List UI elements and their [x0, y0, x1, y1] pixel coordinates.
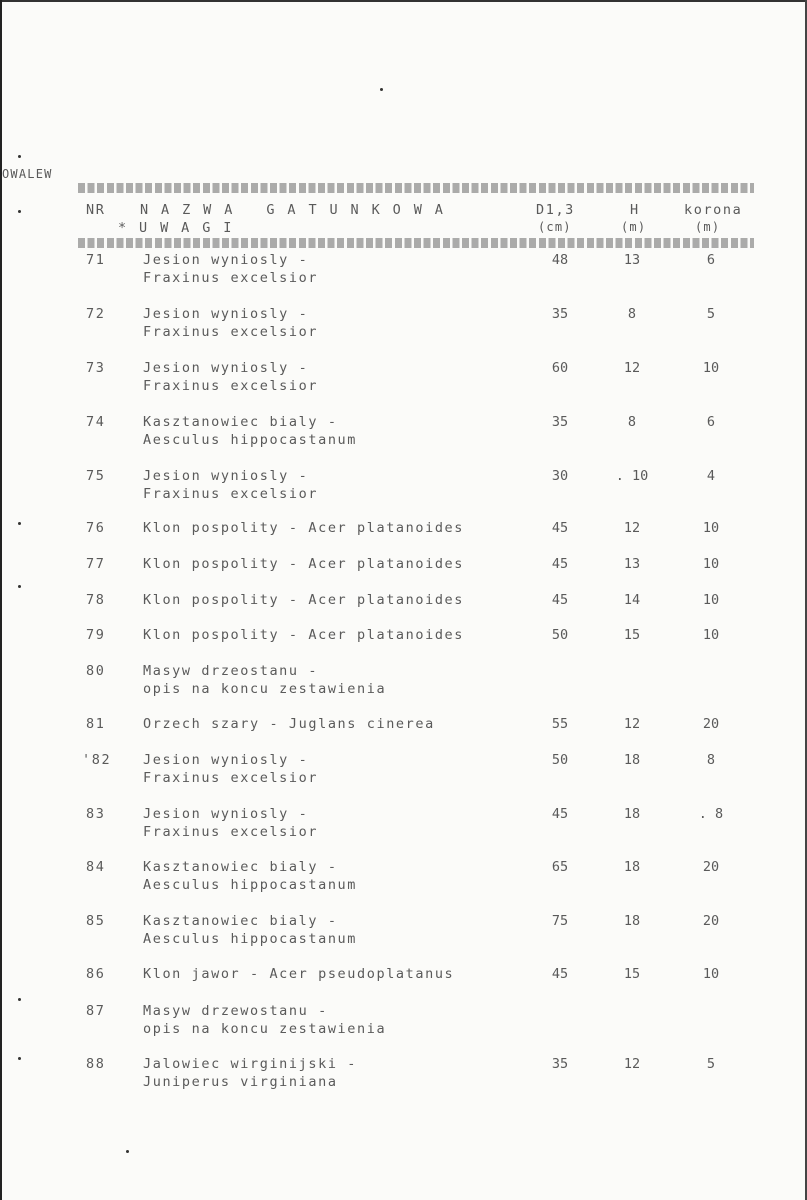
crown-value: 10: [702, 360, 720, 376]
row-number: '82: [82, 752, 112, 768]
species-latin: Fraxinus excelsior: [143, 486, 319, 502]
crown-value: 4: [706, 468, 716, 484]
table-row: [0, 414, 807, 460]
scan-speck: [126, 1150, 129, 1153]
height-value: 18: [623, 806, 641, 822]
header-fragment: OWALEW: [2, 167, 53, 181]
diameter-value: 35: [551, 306, 569, 322]
table-row: [0, 306, 807, 352]
species-name: Jalowiec wirginijski -: [143, 1056, 358, 1072]
species-remark: opis na koncu zestawienia: [143, 1021, 387, 1037]
table-row: [0, 663, 807, 709]
diameter-value: 50: [551, 627, 569, 643]
asterisk-rule-header: [78, 238, 754, 248]
table-row: [0, 360, 807, 406]
row-number: 78: [86, 592, 106, 608]
height-value: 13: [623, 556, 641, 572]
column-d13-unit: (cm): [538, 220, 572, 234]
height-value: 12: [623, 360, 641, 376]
height-value: 15: [623, 966, 641, 982]
height-value: 8: [627, 414, 637, 430]
diameter-value: 60: [551, 360, 569, 376]
species-remark: opis na koncu zestawienia: [143, 681, 387, 697]
diameter-value: 45: [551, 966, 569, 982]
column-crown: korona: [684, 202, 743, 218]
diameter-value: 65: [551, 859, 569, 875]
species-latin: Fraxinus excelsior: [143, 824, 319, 840]
height-value: 12: [623, 1056, 641, 1072]
diameter-value: 55: [551, 716, 569, 732]
diameter-value: 48: [551, 252, 569, 268]
species-latin: Fraxinus excelsior: [143, 378, 319, 394]
species-name: Jesion wyniosly -: [143, 360, 309, 376]
species-name: Jesion wyniosly -: [143, 752, 309, 768]
crown-value: 20: [702, 913, 720, 929]
crown-value: 5: [706, 306, 716, 322]
diameter-value: 45: [551, 592, 569, 608]
species-name: Kasztanowiec bialy -: [143, 913, 338, 929]
table-row: [0, 806, 807, 852]
table-row: [0, 468, 807, 514]
diameter-value: 75: [551, 913, 569, 929]
species-name: Klon pospolity - Acer platanoides: [143, 556, 465, 572]
species-name: Masyw drzeostanu -: [143, 663, 319, 679]
species-latin: Fraxinus excelsior: [143, 324, 319, 340]
table-row: [0, 913, 807, 959]
crown-value: 8: [706, 752, 716, 768]
column-remarks: * U W A G I: [118, 220, 234, 236]
row-number: 83: [86, 806, 106, 822]
height-value: 18: [623, 752, 641, 768]
species-name: Masyw drzewostanu -: [143, 1003, 328, 1019]
species-name: Kasztanowiec bialy -: [143, 414, 338, 430]
height-value: 15: [623, 627, 641, 643]
row-number: 87: [86, 1003, 106, 1019]
asterisk-rule-top: [78, 183, 754, 193]
species-latin: Aesculus hippocastanum: [143, 877, 358, 893]
species-name: Klon pospolity - Acer platanoides: [143, 592, 465, 608]
diameter-value: 35: [551, 1056, 569, 1072]
row-number: 71: [86, 252, 106, 268]
row-number: 77: [86, 556, 106, 572]
diameter-value: 30: [551, 468, 569, 484]
crown-value: 20: [702, 716, 720, 732]
crown-value: 6: [706, 252, 716, 268]
species-name: Klon pospolity - Acer platanoides: [143, 627, 465, 643]
height-value: 12: [623, 716, 641, 732]
row-number: 79: [86, 627, 106, 643]
column-d13: D1,3: [536, 202, 575, 218]
height-value: . 10: [615, 468, 649, 484]
column-h-unit: (m): [621, 220, 647, 234]
crown-value: 6: [706, 414, 716, 430]
species-name: Kasztanowiec bialy -: [143, 859, 338, 875]
height-value: 12: [623, 520, 641, 536]
row-number: 84: [86, 859, 106, 875]
height-value: 13: [623, 252, 641, 268]
table-row: [0, 859, 807, 905]
crown-value: 20: [702, 859, 720, 875]
species-name: Klon pospolity - Acer platanoides: [143, 520, 465, 536]
species-name: Jesion wyniosly -: [143, 252, 309, 268]
table-row: [0, 1056, 807, 1102]
species-latin: Juniperus virginiana: [143, 1074, 338, 1090]
table-row: [0, 252, 807, 298]
diameter-value: 45: [551, 806, 569, 822]
table-row: [0, 1003, 807, 1049]
diameter-value: 35: [551, 414, 569, 430]
row-number: 74: [86, 414, 106, 430]
height-value: 18: [623, 913, 641, 929]
diameter-value: 50: [551, 752, 569, 768]
crown-value: 10: [702, 966, 720, 982]
crown-value: 10: [702, 592, 720, 608]
species-name: Orzech szary - Juglans cinerea: [143, 716, 435, 732]
species-name: Jesion wyniosly -: [143, 306, 309, 322]
column-h: H: [630, 202, 640, 218]
height-value: 8: [627, 306, 637, 322]
crown-value: 10: [702, 627, 720, 643]
row-number: 88: [86, 1056, 106, 1072]
diameter-value: 45: [551, 556, 569, 572]
scan-speck: [18, 210, 21, 213]
species-latin: Fraxinus excelsior: [143, 270, 319, 286]
crown-value: . 8: [698, 806, 724, 822]
crown-value: 10: [702, 556, 720, 572]
column-crown-unit: (m): [695, 220, 721, 234]
column-nr: NR: [86, 202, 106, 218]
page-top-edge: [0, 0, 807, 2]
diameter-value: 45: [551, 520, 569, 536]
crown-value: 5: [706, 1056, 716, 1072]
row-number: 86: [86, 966, 106, 982]
row-number: 85: [86, 913, 106, 929]
scan-speck: [380, 88, 383, 91]
row-number: 81: [86, 716, 106, 732]
species-name: Klon jawor - Acer pseudoplatanus: [143, 966, 455, 982]
row-number: 73: [86, 360, 106, 376]
species-latin: Fraxinus excelsior: [143, 770, 319, 786]
crown-value: 10: [702, 520, 720, 536]
row-number: 72: [86, 306, 106, 322]
species-latin: Aesculus hippocastanum: [143, 931, 358, 947]
species-latin: Aesculus hippocastanum: [143, 432, 358, 448]
row-number: 80: [86, 663, 106, 679]
height-value: 14: [623, 592, 641, 608]
column-species-name: N A Z W A G A T U N K O W A: [140, 202, 446, 218]
row-number: 75: [86, 468, 106, 484]
table-row: [0, 752, 807, 798]
species-name: Jesion wyniosly -: [143, 806, 309, 822]
row-number: 76: [86, 520, 106, 536]
species-name: Jesion wyniosly -: [143, 468, 309, 484]
scan-speck: [18, 155, 21, 158]
height-value: 18: [623, 859, 641, 875]
